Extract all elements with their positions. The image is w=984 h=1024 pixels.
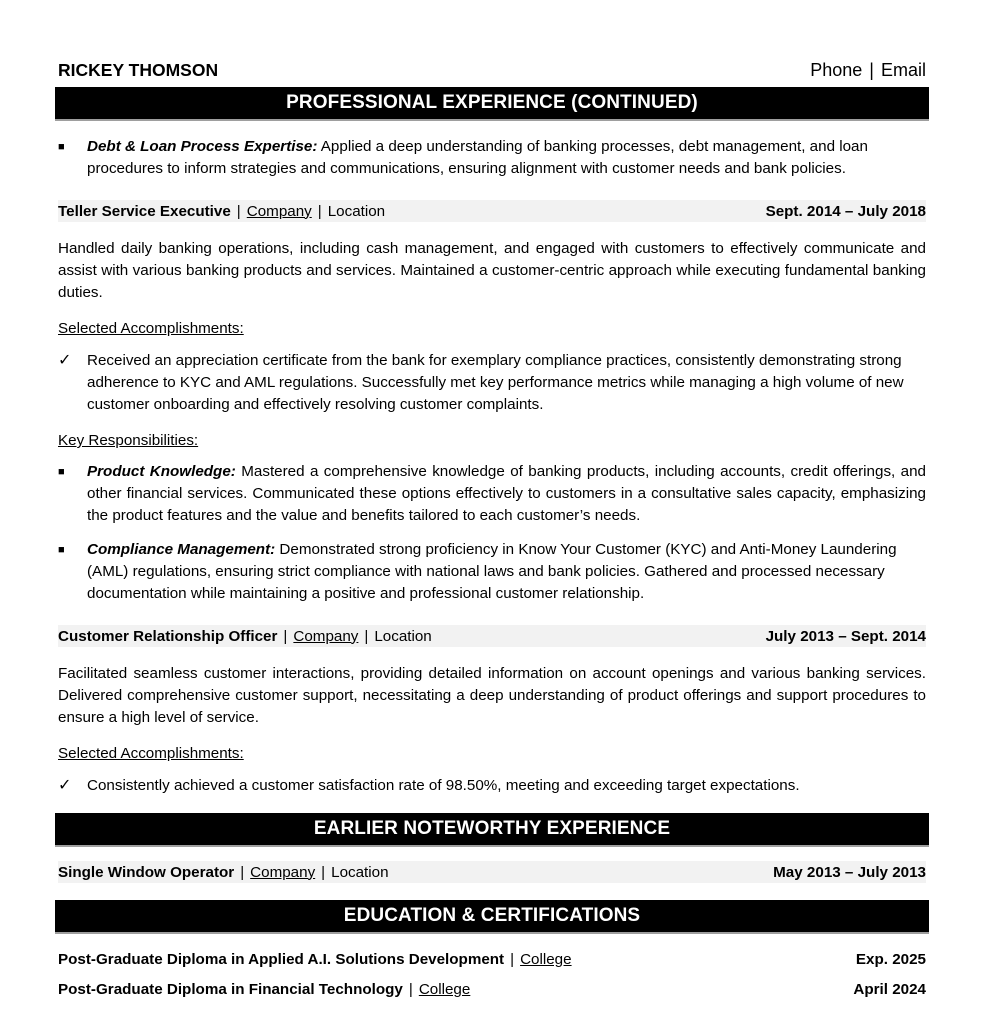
- bullet-body: Applied a deep understanding of banking processes, debt management, and loan procedures to inform strategies and communications, ensuring alignment with customer needs and bank policies.: [87, 138, 868, 177]
- pipe-separator: |: [236, 202, 241, 220]
- square-bullet-icon: ■: [58, 141, 65, 153]
- list-item: [58, 539, 926, 605]
- bullet-label: Debt & Loan Process Expertise:: [87, 138, 318, 155]
- bullet-label: Product Knowledge:: [87, 463, 236, 480]
- section-heading-professional: PROFESSIONAL EXPERIENCE (CONTINUED): [55, 87, 929, 119]
- job-header-row: [58, 200, 926, 222]
- pipe-separator: |: [364, 627, 369, 645]
- job-title-line: [58, 628, 432, 645]
- resume-header: [58, 58, 926, 82]
- square-bullet-icon: ■: [58, 466, 65, 478]
- square-bullet-icon: ■: [58, 544, 65, 556]
- list-item: [58, 775, 926, 797]
- candidate-name: RICKEY THOMSON: [58, 59, 219, 80]
- job-dates: Sept. 2014 – July 2018: [765, 202, 926, 220]
- pipe-separator: |: [321, 863, 326, 881]
- bullet-body: Mastered a comprehensive knowledge of banking products, including accounts, credit offerings, and other financial services. Communicated these options effectively to customers in a consultative sales capacity, emphasizing the product features and the value and benefits tailored to each customer’s needs.: [87, 463, 926, 524]
- accomplishment-text: Received an appreciation certificate from the bank for exemplary compliance practices, consistently demonstrating strong adherence to KYC and AML regulations. Successfully met key performance metrics while managing a high volume of new customer onboarding and effectively resolving customer complaints.: [87, 352, 904, 413]
- pipe-separator: |: [240, 863, 245, 881]
- pipe-separator: |: [408, 980, 413, 998]
- contact-info: [810, 60, 926, 81]
- list-item: [58, 136, 926, 180]
- job-location: Location: [331, 863, 389, 881]
- education-row: [58, 978, 926, 1000]
- education-date: April 2024: [853, 980, 926, 998]
- pipe-separator: |: [317, 202, 322, 220]
- education-line: [58, 951, 572, 968]
- job-title: Single Window Operator: [58, 863, 235, 881]
- company-link: Company: [246, 202, 312, 220]
- school-link: College: [520, 950, 572, 968]
- pipe-separator: |: [283, 627, 288, 645]
- job-header-row: [58, 861, 926, 883]
- phone-text: Phone: [810, 59, 863, 80]
- list-item: [58, 350, 926, 416]
- degree-title: Post-Graduate Diploma in Applied A.I. Solutions Development: [58, 950, 505, 968]
- job-title-line: [58, 203, 385, 220]
- section-heading-education: EDUCATION & CERTIFICATIONS: [55, 900, 929, 932]
- job-dates: July 2013 – Sept. 2014: [765, 627, 926, 645]
- check-icon: ✓: [58, 777, 72, 794]
- job-title-line: [58, 864, 389, 881]
- job-title: Teller Service Executive: [58, 202, 231, 220]
- company-link: Company: [293, 627, 359, 645]
- job-location: Location: [327, 202, 386, 220]
- check-icon: ✓: [58, 352, 72, 369]
- job-header-row: [58, 625, 926, 647]
- bullet-text: [87, 461, 926, 527]
- accomplishment-text: Consistently achieved a customer satisfaction rate of 98.50%, meeting and exceeding target expectations.: [87, 777, 800, 794]
- email-text: Email: [880, 59, 926, 80]
- job-title: Customer Relationship Officer: [58, 627, 278, 645]
- job-summary: Handled daily banking operations, including cash management, and engaged with customers to effectively communicate and assist with various banking products and services. Maintained a customer-centric approach while executing fundamental banking duties.: [58, 240, 926, 301]
- responsibilities-heading: Key Responsibilities:: [58, 432, 199, 449]
- school-link: College: [418, 980, 471, 998]
- bullet-text: [87, 539, 926, 605]
- contact-separator: |: [869, 59, 874, 80]
- bullet-label: Compliance Management:: [87, 541, 276, 558]
- education-date: Exp. 2025: [855, 950, 926, 968]
- job-summary: Facilitated seamless customer interactions, providing detailed information on account openings and various banking services. Delivered comprehensive customer support, necessitating a deep understanding of product offerings and support procedures to ensure a high level of service.: [58, 665, 926, 726]
- education-line: [58, 981, 470, 998]
- section-heading-earlier: EARLIER NOTEWORTHY EXPERIENCE: [55, 813, 929, 845]
- job-location: Location: [374, 627, 432, 645]
- accomplishments-heading: Selected Accomplishments:: [58, 745, 244, 762]
- pipe-separator: |: [510, 950, 515, 968]
- bullet-text: [87, 136, 926, 180]
- education-row: [58, 948, 926, 970]
- company-link: Company: [250, 863, 316, 881]
- list-item: [58, 461, 926, 527]
- accomplishments-heading: Selected Accomplishments:: [58, 320, 244, 337]
- job-dates: May 2013 – July 2013: [773, 863, 926, 881]
- degree-title: Post-Graduate Diploma in Financial Technology: [58, 980, 403, 998]
- bullet-body: Demonstrated strong proficiency in Know Your Customer (KYC) and Anti-Money Laundering (AML) regulations, ensuring strict compliance with national laws and bank policies. Gathered and processed necessary documentation while maintaining a positive and professional customer relationship.: [87, 541, 897, 602]
